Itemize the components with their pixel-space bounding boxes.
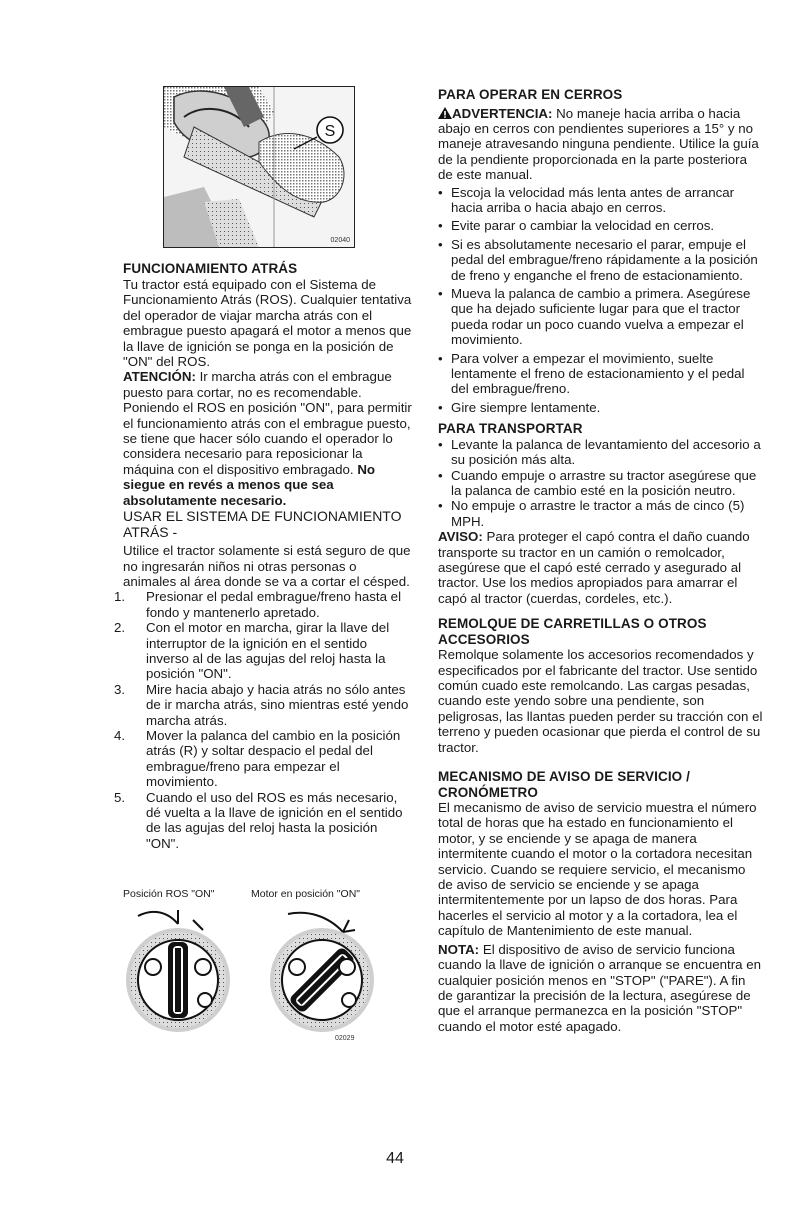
atencion-bold-text: No siegue en revés a menos que sea absolutamente necesario. (123, 461, 376, 508)
aviso-label: AVISO: (438, 529, 483, 545)
ros-step: 4. Mover la palanca del cambio en la posición atrás (R) y soltar despacio el pedal del embrague/freno para empezar el movimiento. (114, 727, 401, 790)
caption-ros-on: Posición ROS "ON" (123, 888, 215, 900)
nota-label: NOTA: (438, 941, 480, 957)
ros-step: 2. Con el motor en marcha, girar la llave del interruptor de la ignición en el sentido inverso al de las agujas del reloj hasta la posición "ON". (114, 620, 390, 682)
advertencia-text: No maneje hacia arriba o hacia abajo en cerros con pendientes superiores a 15° y no maneje atravesando ninguna pendiente. Utilice la guía de la pendiente proporcionada en la parte posteriora de este manual. (438, 105, 759, 183)
section-heading-remolque: REMOLQUE DE CARRETILLAS O OTROS ACCESORIOS (438, 616, 707, 647)
marker-s-label: S (324, 123, 336, 140)
advertencia-label: ADVERTENCIA: (452, 105, 553, 121)
ros-step: 3. Mire hacia abajo y hacia atrás no sólo antes de ir marcha atrás, sino mientras esté yendo marcha atrás. (114, 681, 409, 728)
figure-code: 02040 (330, 237, 350, 244)
aviso-paragraph (438, 529, 763, 606)
nota-paragraph (438, 942, 763, 1034)
ignition-key-diagrams (123, 902, 413, 1042)
ros-steps-list (114, 589, 413, 851)
funcionamiento-atras-body (114, 277, 413, 851)
key-figure-code: 02029 (335, 1035, 355, 1042)
atencion-paragraph (123, 369, 413, 508)
cerros-item: • Evite parar o cambiar la velocidad en cerros. (438, 218, 763, 233)
atencion-text: Ir marcha atrás con el embrague puesto para cortar, no es recomendable. Poniendo el ROS en posición "ON", para permitir el funcionamiento atrás con el embrague puesto, se tiene que hacer sólo cuando el operador lo considera necesario para reposicionar la máquina con el dispositivo embragado. (123, 369, 412, 477)
transportar-item: • Levante la palanca de levantamiento del accesorio a su posición más alta. (438, 437, 763, 468)
aviso-text: Para proteger el capó contra el daño cuando transporte su tractor en un camión o remolcador, asegúrese que el capó esté cerrado y asegurado al tractor. Use los medios apropiados para amarrar el capó al tractor (cuerdas, cordeles, etc.). (438, 529, 750, 606)
section-heading-funcionamiento-atras: FUNCIONAMIENTO ATRÁS (123, 261, 298, 276)
right-column-content (438, 87, 763, 1034)
mecanismo-paragraph: El mecanismo de aviso de servicio muestra el número total de horas que ha estado en funcionamiento el motor, y se enciende y se apaga de manera intermitente cuando el motor o la cortadora necesitan servicio. Cuando se requiere servicio, el mecanismo de aviso de servicio se enciende y se apaga intermitentemente por un lapso de dos horas. Para hacerles el servicio al motor y a la cortadora, lea el capítulo de Mantenimiento de este manual. (438, 800, 757, 939)
section-heading-cerros: PARA OPERAR EN CERROS (438, 87, 623, 102)
remolque-paragraph: Remolque solamente los accesorios recomendados y especificados por el fabricante del tractor. Use sentido común cuado este remolcando. Las cargas pesadas, cuando este yendo sobre una pendiente, son peligrosas, las llantas pueden perder su tracción con el terreno y pueden ocasionar que pierda el control de su tractor. (438, 647, 763, 755)
atencion-label: ATENCIÓN: (123, 369, 196, 385)
usar-ros-heading: USAR EL SISTEMA DE FUNCIONAMIENTO ATRÁS - (123, 508, 402, 541)
transportar-item: • Cuando empuje o arrastre su tractor asegúrese que la palanca de cambio esté en la posición neutro. (438, 468, 763, 499)
cerros-item: • Escoja la velocidad más lenta antes de arrancar hacia arriba o hacia abajo en cerros. (438, 185, 763, 216)
cerros-list (438, 185, 763, 416)
ros-tractor-figure (163, 86, 355, 248)
page-number: 44 (386, 1150, 404, 1167)
ignition-dial-motor-on (270, 913, 374, 1032)
cerros-item: • Mueva la palanca de cambio a primera. Asegúrese que ha dejado suficiente lugar para que el tractor pueda rodar un poco cuando vuelva a empezar el movimiento. (438, 286, 763, 348)
ros-step: 1. Presionar el pedal embrague/freno hasta el fondo y mantenerlo apretado. (114, 589, 402, 620)
ignition-dial-ros-on (126, 910, 230, 1032)
advertencia-paragraph (438, 106, 763, 183)
cerros-item: • Si es absolutamente necesario el parar, empuje el pedal del embrague/freno rápidamente a la posición de freno y enganche el freno de estacionamiento. (438, 237, 763, 283)
section-heading-transportar: PARA TRANSPORTAR (438, 421, 583, 437)
transportar-list (438, 437, 763, 529)
caption-motor-on: Motor en posición "ON" (251, 888, 360, 900)
ros-step: 5. Cuando el uso del ROS es más necesario, dé vuelta a la llave de ignición en el sentido de las agujas del reloj hasta la posición "ON". (114, 789, 403, 851)
ros-intro-paragraph: Tu tractor está equipado con el Sistema de Funcionamiento Atrás (ROS). Cualquier tentativa del operador de viajar marcha atrás con el embrague puesto apagará el motor a menos que la llave de ignición se ponga en la posición de "ON" del ROS. (123, 277, 412, 370)
cerros-item: • Gire siempre lentamente. (438, 400, 763, 415)
warning-triangle-icon (438, 107, 452, 119)
tractor-detail-illustration (164, 87, 354, 247)
usar-ros-intro: Utilice el tractor solamente si está seguro de que no ingresarán niños ni otras personas o animales al área donde se va a cortar el césped. (123, 543, 411, 589)
section-heading-mecanismo: MECANISMO DE AVISO DE SERVICIO / CRONÓMETRO (438, 769, 690, 800)
cerros-item: • Para volver a empezar el movimiento, suelte lentamente el freno de estacionamiento y el pedal del embrague/freno. (438, 351, 763, 397)
nota-text: El dispositivo de aviso de servicio funciona cuando la llave de ignición o arranque se encuentra en cualquier posición menos en "STOP" ("PARE"). A fin de garantizar la precisión de la lectura, asegúrese de que el arranque permanezca en la posición "STOP" cuando el motor esté apagado. (438, 941, 762, 1034)
transportar-item: • No empuje o arrastre le tractor a más de cinco (5) MPH. (438, 498, 763, 529)
